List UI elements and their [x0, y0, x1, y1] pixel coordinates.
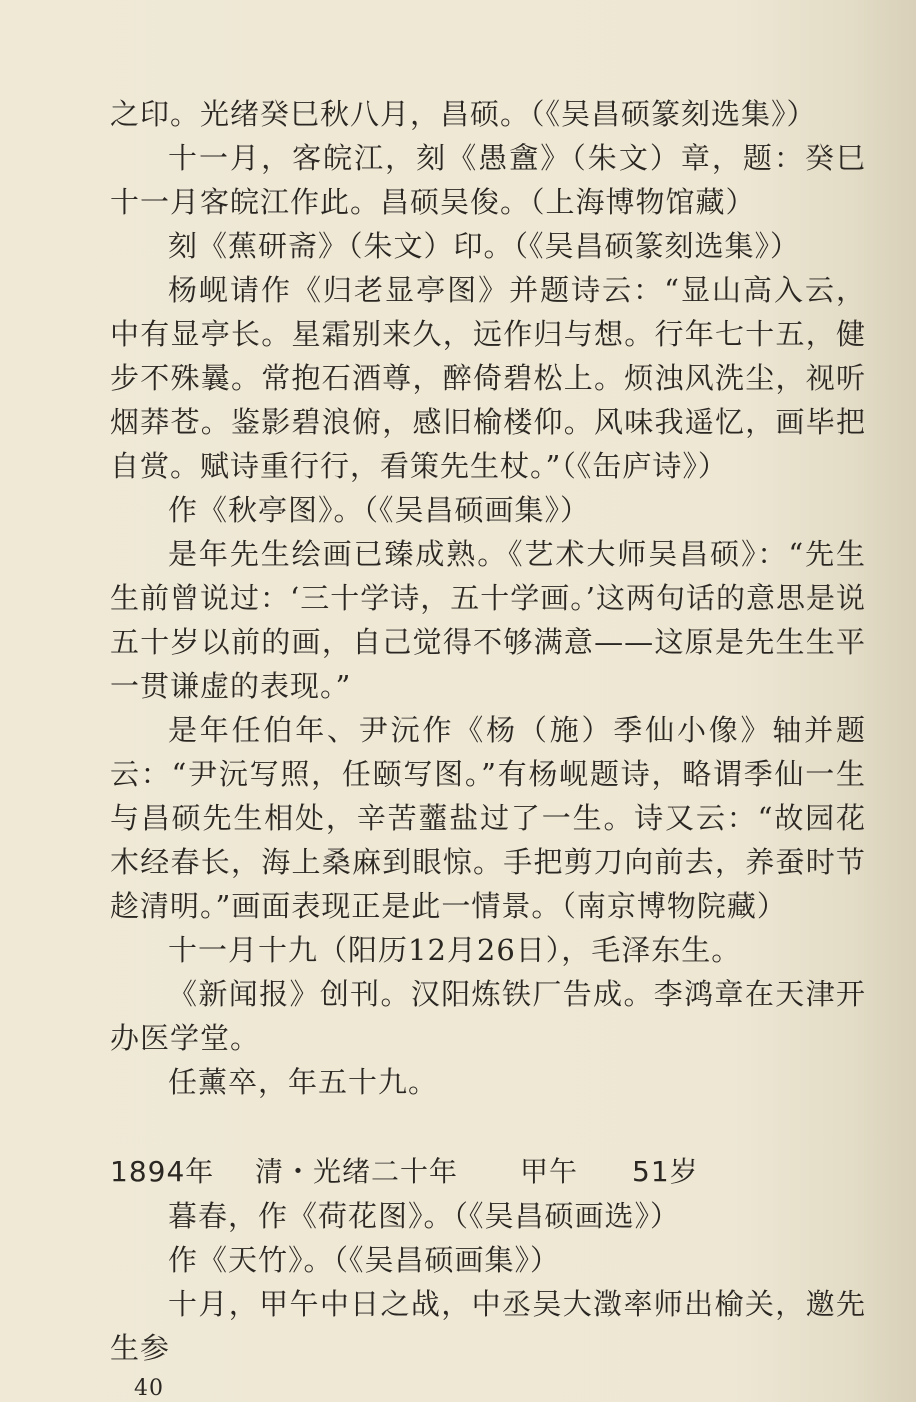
- year-heading-age: 51岁: [632, 1155, 699, 1188]
- year-heading: [110, 1150, 866, 1194]
- paragraph: 杨岘请作《归老显亭图》并题诗云：“显山高入云，中有显亭长。星霜别来久，远作归与想。行年七十五，健步不殊曩。常抱石酒尊，醉倚碧松上。烦浊风洗尘，视听烟莽苍。鉴影碧浪俯，感旧榆楼仰。风味我遥忆，画毕把自赏。赋诗重行行，看策先生杖。”（《缶庐诗》）: [110, 273, 866, 483]
- paragraph: 《新闻报》创刊。汉阳炼铁厂告成。李鸿章在天津开办医学堂。: [110, 977, 866, 1055]
- paragraph: 十一月，客皖江，刻《愚盦》（朱文）章，题：癸巳十一月客皖江作此。昌硕吴俊。（上海博物馆藏）: [110, 141, 866, 219]
- paragraph: 暮春，作《荷花图》。（《吴昌硕画选》）: [168, 1199, 681, 1233]
- paragraph: 作《天竹》。（《吴昌硕画集》）: [168, 1243, 561, 1277]
- paragraph: 是年先生绘画已臻成熟。《艺术大师吴昌硕》：“先生生前曾说过：‘三十学诗，五十学画。’这两句话的意思是说五十岁以前的画，自己觉得不够满意——这原是先生生平一贯谦虚的表现。”: [110, 537, 866, 703]
- year-heading-era: 清・光绪二十年: [255, 1155, 459, 1188]
- body-text: [110, 92, 866, 1370]
- paragraph: 十一月十九（阳历12月26日），毛泽东生。: [168, 933, 742, 967]
- paragraph: 作《秋亭图》。（《吴昌硕画集》）: [168, 493, 591, 527]
- paragraph: 十月，甲午中日之战，中丞吴大澂率师出榆关，邀先生参: [110, 1287, 866, 1365]
- paragraph: 之印。光绪癸巳秋八月，昌硕。（《吴昌硕篆刻选集》）: [110, 97, 817, 131]
- section-gap: [110, 1104, 866, 1150]
- year-heading-ganzhi: 甲午: [520, 1155, 579, 1188]
- year-heading-year: 1894年: [110, 1155, 215, 1188]
- page-number: 40: [134, 1376, 164, 1401]
- paragraph: 刻《蕉研斋》（朱文）印。（《吴昌硕篆刻选集》）: [168, 229, 801, 263]
- paragraph: 任薰卒，年五十九。: [168, 1065, 439, 1099]
- paragraph: 是年任伯年、尹沅作《杨（施）季仙小像》轴并题云：“尹沅写照，任颐写图。”有杨岘题诗，略谓季仙一生与昌硕先生相处，辛苦虀盐过了一生。诗又云：“故园花木经春长，海上桑麻到眼惊。手把剪刀向前去，养蚕时节趁清明。”画面表现正是此一情景。（南京博物院藏）: [110, 713, 866, 923]
